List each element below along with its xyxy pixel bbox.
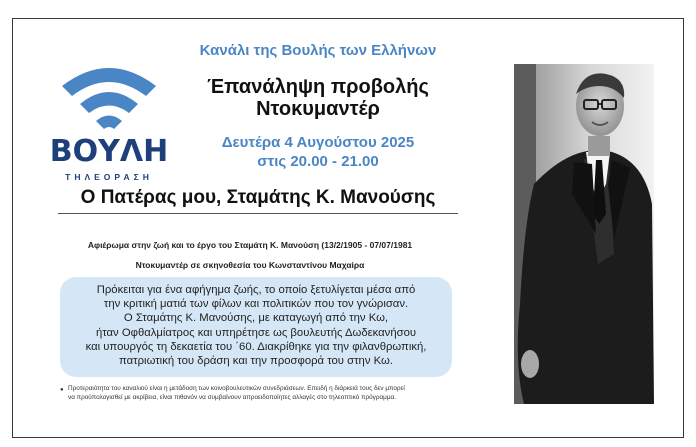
description-line: την κριτική ματιά των φίλων και πολιτικών που τον γνώρισαν. — [103, 298, 409, 311]
description-text — [60, 283, 452, 368]
note-bullet-icon: ● — [60, 387, 64, 393]
documentary-title: Ο Πατέρας μου, Σταμάτης Κ. Μανούσης — [80, 187, 436, 208]
note-line-1: Προτεραιότητα του καναλιού είναι η μετάδοση των κοινοβουλευτικών συνεδριάσεων. Επειδή η διάρκειά τους δεν μπορεί — [68, 385, 405, 392]
broadcast-time: στις 20.00 - 21.00 — [257, 153, 379, 170]
description-line: και υπουργός τη δεκαετία του ΄60. Διακρίθηκε για την φιλανθρωπική, — [85, 340, 427, 353]
broadcast-arcs-icon — [44, 42, 174, 134]
rerun-heading — [178, 76, 458, 120]
channel-name: Κανάλι της Βουλής των Ελλήνων — [199, 42, 437, 59]
broadcast-datetime — [178, 133, 458, 171]
programme-note — [68, 384, 468, 402]
vouli-tv-logo — [44, 42, 174, 192]
description-line: ήταν Οφθαλμίατρος και υπηρέτησε ως βουλευτής Δωδεκανήσου — [95, 326, 417, 339]
description-line: Πρόκειται για ένα αφήγημα ζωής, το οποίο ξετυλίγεται μέσα από — [96, 284, 416, 296]
broadcast-date: Δευτέρα 4 Αυγούστου 2025 — [221, 134, 415, 151]
description-line: πατριωτική του δράση και την προσφορά του στην Κω. — [119, 355, 393, 368]
dedication-text: Αφιέρωμα στην ζωή και το έργο του Σταμάτη Κ. Μανούση (13/2/1905 - 07/07/1981 — [87, 240, 413, 250]
description-line: Ο Σταμάτης Κ. Μανούσης, με καταγωγή από την Κω, — [123, 312, 389, 325]
portrait-photo — [514, 64, 654, 404]
director-credit: Ντοκυμαντέρ σε σκηνοθεσία του Κωνσταντίνου Μαχαίρα — [135, 260, 365, 270]
rerun-line-2: Ντοκυμαντέρ — [256, 98, 380, 120]
logo-subtitle: ΤΗΛΕΟΡΑΣΗ — [65, 172, 153, 182]
logo-wordmark: ΒΟΥΛΗ — [49, 134, 169, 169]
note-line-2: να προϋπολογισθεί με ακρίβεια, είναι πιθανόν να συμβαίνουν απροειδοποίητες αλλαγές στο τηλεοπτικό πρόγραμμα. — [68, 394, 396, 401]
rerun-line-1: Έπανάληψη προβολής — [207, 76, 429, 98]
title-underline — [58, 213, 458, 214]
